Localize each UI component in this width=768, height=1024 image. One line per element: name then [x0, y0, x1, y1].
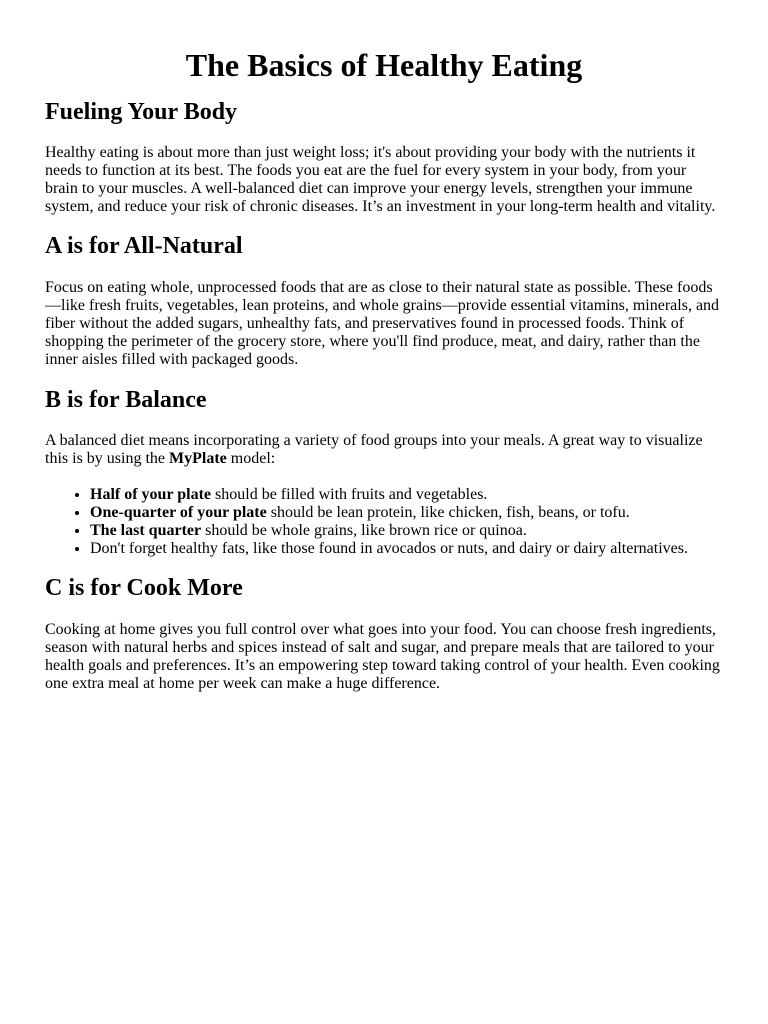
- section-heading-cook-more: C is for Cook More: [45, 575, 243, 601]
- balance-bullet-list: [45, 486, 723, 558]
- section-body-cook-more: Cooking at home gives you full control over what goes into your food. You can choose fresh ingredients, season with natural herbs and spices instead of salt and sugar, and prepare meals that are tailored to your health goals and preferences. It’s an empowering step toward taking control of your health. Even cooking one extra meal at home per week can make a huge difference.: [45, 621, 720, 692]
- section-heading-fueling: Fueling Your Body: [45, 99, 238, 125]
- myplate-term: MyPlate: [169, 450, 227, 467]
- section-body-fueling: Healthy eating is about more than just weight loss; it's about providing your body with the nutrients it needs to function at its best. The foods you eat are the fuel for every system in your body, from your brain to your muscles. A well-balanced diet can improve your energy levels, strengthen your immune system, and reduce your risk of chronic diseases. It’s an investment in your long-term health and vitality.: [45, 144, 716, 215]
- list-item: [90, 486, 723, 504]
- section-heading-all-natural: A is for All-Natural: [45, 233, 243, 259]
- list-item-bold: Half of your plate: [90, 486, 212, 503]
- section-heading-balance: B is for Balance: [45, 387, 207, 413]
- list-item-bold: One-quarter of your plate: [90, 504, 267, 521]
- list-item-bold: The last quarter: [90, 522, 202, 539]
- list-item-text: should be lean protein, like chicken, fish, beans, or tofu.: [266, 504, 630, 521]
- section-body-all-natural: Focus on eating whole, unprocessed foods that are as close to their natural state as possible. These foods—like fresh fruits, vegetables, lean proteins, and whole grains—provide essential vitamins, minerals, and fiber without the added sugars, unhealthy fats, and preservatives found in processed foods. Think of shopping the perimeter of the grocery store, where you'll find produce, meat, and dairy, rather than the inner aisles filled with packaged goods.: [45, 279, 720, 368]
- document-title: The Basics of Healthy Eating: [185, 47, 583, 83]
- list-item-text: should be filled with fruits and vegetables.: [211, 486, 488, 503]
- list-item: [90, 540, 723, 558]
- list-item-text: should be whole grains, like brown rice or quinoa.: [201, 522, 527, 539]
- list-item-text: Don't forget healthy fats, like those found in avocados or nuts, and dairy or dairy alternatives.: [90, 540, 688, 557]
- list-item: [90, 504, 723, 522]
- list-item: [90, 522, 723, 540]
- intro-text-after: model:: [226, 450, 276, 467]
- intro-text-before: A balanced diet means incorporating a variety of food groups into your meals. A great way to visualize this is by using the: [45, 432, 703, 467]
- section-intro-balance: [45, 432, 723, 468]
